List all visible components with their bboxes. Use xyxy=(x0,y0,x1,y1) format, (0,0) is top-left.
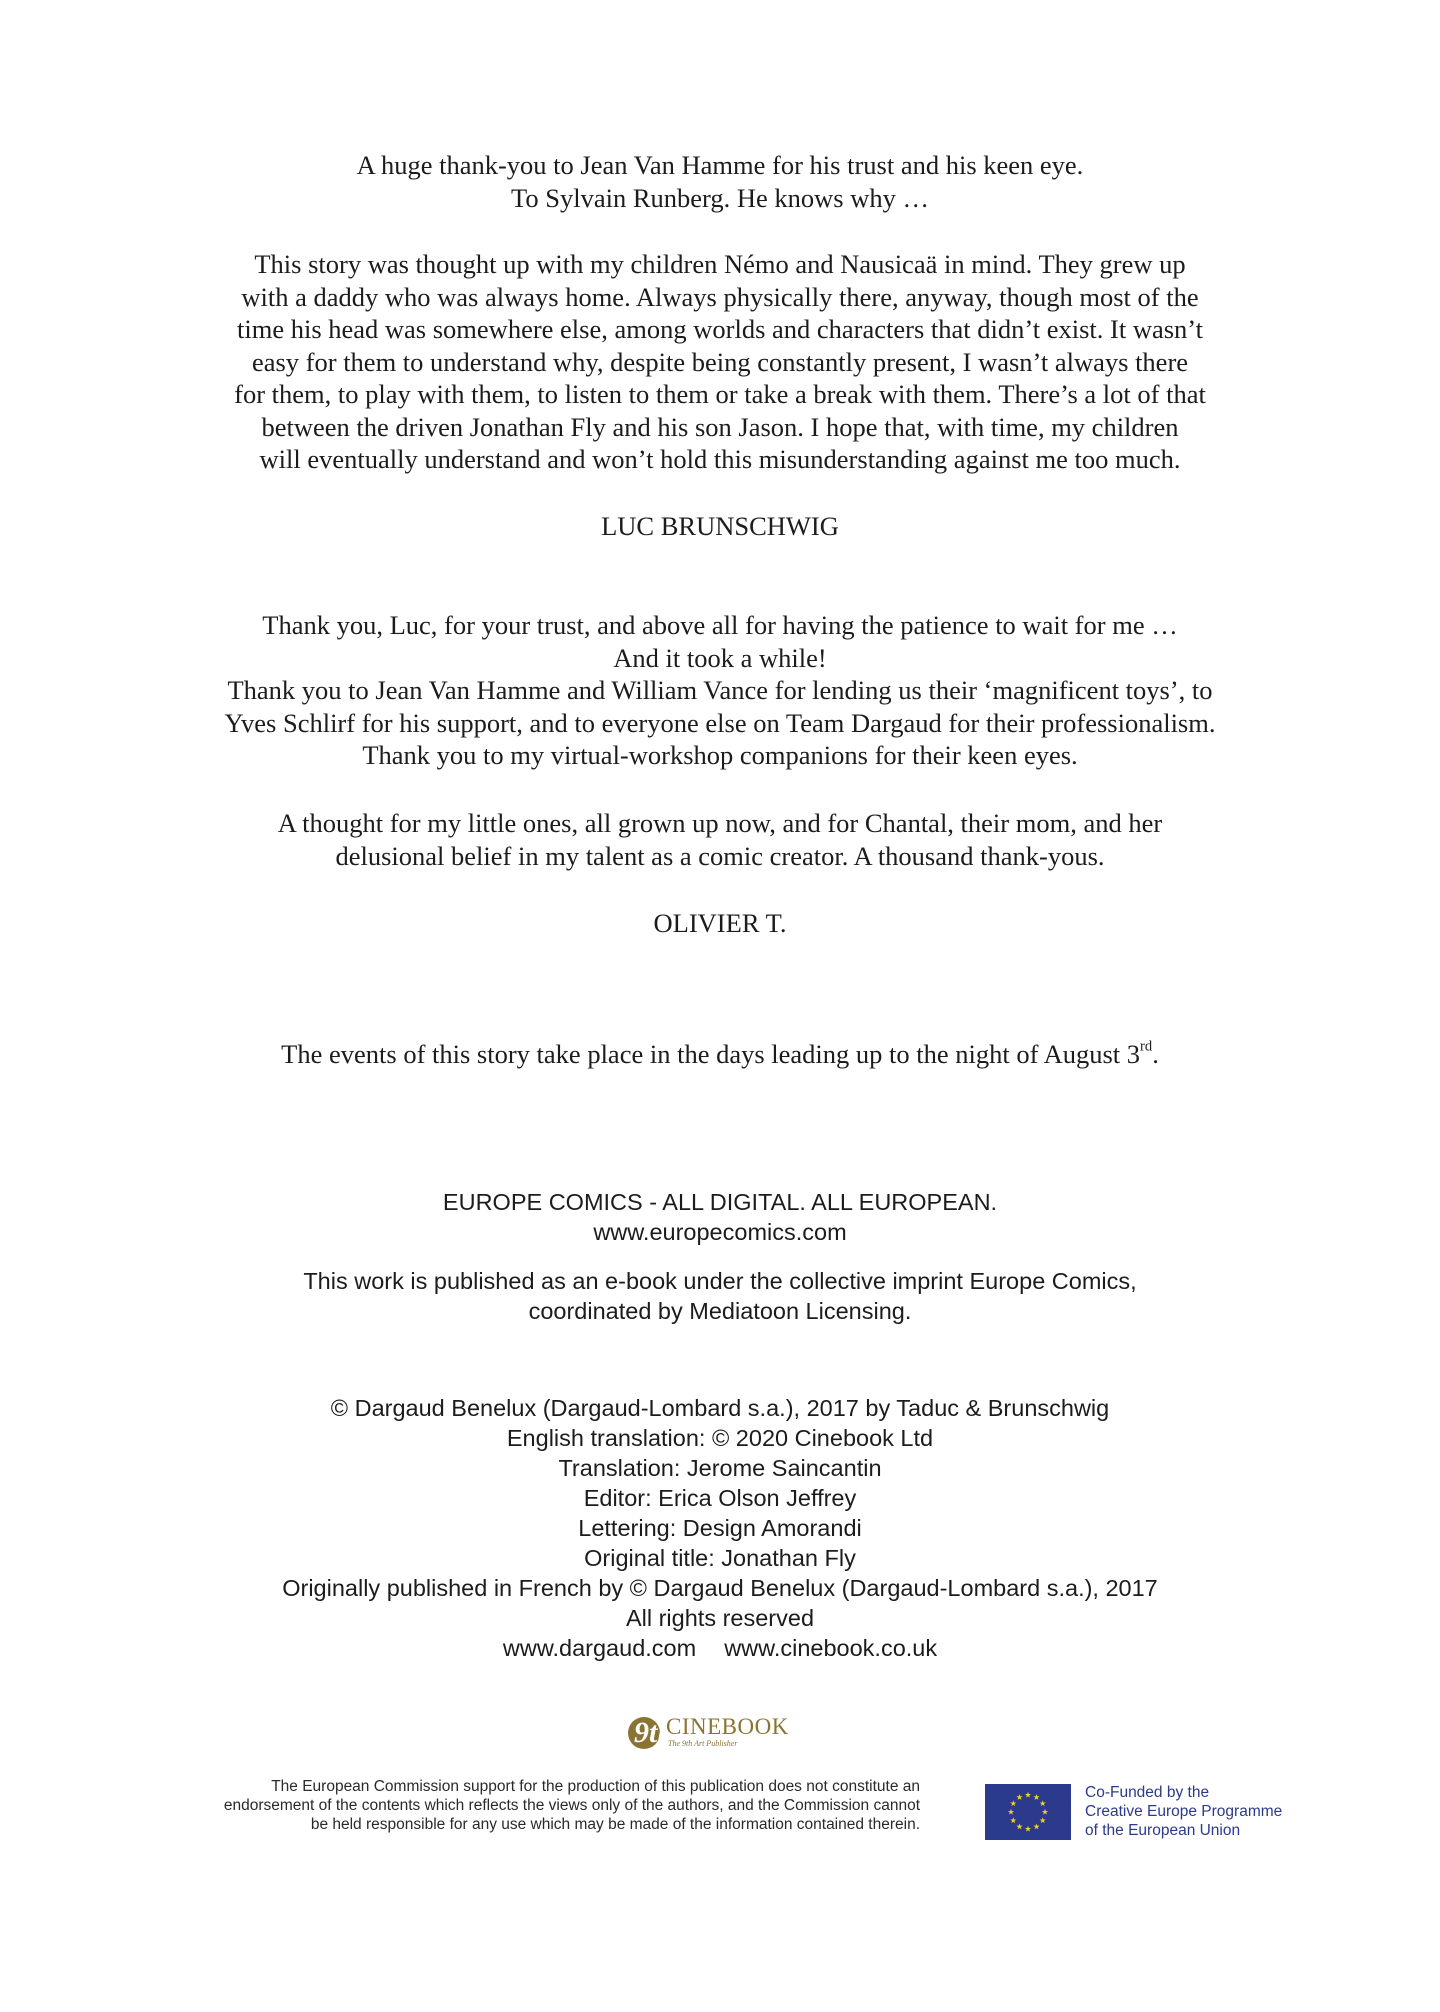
cofund-line: Creative Europe Programme xyxy=(1085,1803,1283,1820)
websites-line xyxy=(0,1633,1440,1663)
credit-line: Original title: Jonathan Fly xyxy=(584,1545,856,1571)
text-line: A thought for my little ones, all grown up now, and for Chantal, their mom, and her xyxy=(277,808,1163,838)
cofund-line: of the European Union xyxy=(1085,1822,1241,1839)
dargaud-link[interactable]: www.dargaud.com xyxy=(502,1635,697,1661)
signature-olivier-t: OLIVIER T. xyxy=(653,908,787,938)
ack-brunschwig-paragraph xyxy=(0,248,1440,476)
disclaimer-line: endorsement of the contents which reflects the views only of the authors, and the Commission cannot xyxy=(223,1797,920,1814)
europe-comics-header xyxy=(0,1187,1440,1247)
text-line: for them, to play with them, to listen to them or take a break with them. There’s a lot of that xyxy=(234,379,1206,409)
credit-line: Lettering: Design Amorandi xyxy=(578,1515,862,1541)
text-line: This work is published as an e-book under the collective imprint Europe Comics, xyxy=(303,1268,1137,1294)
text-line: To Sylvain Runberg. He knows why … xyxy=(511,182,929,213)
disclaimer-line: The European Commission support for the production of this publication does not constitute an xyxy=(271,1778,920,1795)
credit-line: English translation: © 2020 Cinebook Ltd xyxy=(506,1425,934,1451)
cinebook-link[interactable]: www.cinebook.co.uk xyxy=(724,1635,938,1661)
text-line: Thank you to my virtual-workshop companions for their keen eyes. xyxy=(362,740,1078,770)
europe-comics-publication xyxy=(0,1266,1440,1326)
credit-line: Translation: Jerome Saincantin xyxy=(558,1455,882,1481)
text-line: easy for them to understand why, despite being constantly present, I wasn’t always there xyxy=(251,346,1189,377)
europe-comics-tagline: EUROPE COMICS - ALL DIGITAL. ALL EUROPEAN. xyxy=(442,1189,998,1215)
text-line: coordinated by Mediatoon Licensing. xyxy=(528,1298,912,1324)
text-line: with a daddy who was always home. Always physically there, anyway, though most of the xyxy=(241,281,1199,312)
credit-line: Editor: Erica Olson Jeffrey xyxy=(583,1485,857,1511)
text-line: time his head was somewhere else, among worlds and characters that didn’t exist. It wasn’t xyxy=(236,314,1203,344)
ack-olivier-paragraph xyxy=(0,807,1440,872)
text-line: Yves Schlirf for his support, and to everyone else on Team Dargaud for their professionalism. xyxy=(224,707,1216,738)
credit-line: All rights reserved xyxy=(625,1605,815,1631)
events-superscript: rd xyxy=(1140,1038,1153,1055)
logo-tagline: The 9th Art Publisher xyxy=(668,1739,738,1748)
cinebook-logo xyxy=(622,1708,822,1756)
text-line: will eventually understand and won’t hold this misunderstanding against me too much. xyxy=(259,444,1181,474)
text-line: Thank you to Jean Van Hamme and William Vance for lending us their ‘magnificent toys’, to xyxy=(227,675,1213,705)
credits-block xyxy=(0,1393,1440,1663)
text-line: between the driven Jonathan Fly and his son Jason. I hope that, with time, my children xyxy=(261,411,1179,442)
events-period: . xyxy=(1152,1039,1159,1069)
text-line: This story was thought up with my children Némo and Nausicaä in mind. They grew up xyxy=(254,249,1186,279)
ack-olivier-thanks xyxy=(0,609,1440,772)
credit-line: Originally published in French by © Dargaud Benelux (Dargaud-Lombard s.a.), 2017 xyxy=(282,1575,1158,1601)
logo-emblem-number: 9th xyxy=(634,1716,675,1749)
text-line: Thank you, Luc, for your trust, and above all for having the patience to wait for me … xyxy=(262,610,1178,640)
cofund-line: Co-Funded by the xyxy=(1085,1784,1210,1801)
text-line: delusional belief in my talent as a comic creator. A thousand thank-yous. xyxy=(335,840,1105,871)
ack-brunschwig-intro xyxy=(0,149,1440,214)
text-line: A huge thank-you to Jean Van Hamme for his trust and his keen eye. xyxy=(356,150,1084,180)
logo-name: CINEBOOK xyxy=(666,1714,789,1739)
disclaimer-line: be held responsible for any use which may be made of the information contained therein. xyxy=(310,1816,920,1833)
europe-comics-website[interactable]: www.europecomics.com xyxy=(593,1219,847,1245)
eu-flag-icon xyxy=(985,1784,1071,1840)
events-statement xyxy=(0,1038,1440,1071)
events-text: The events of this story take place in the days leading up to the night of August 3 xyxy=(281,1039,1141,1069)
ec-disclaimer xyxy=(100,1777,920,1834)
credit-line: © Dargaud Benelux (Dargaud-Lombard s.a.), 2017 by Taduc & Brunschwig xyxy=(330,1395,1110,1421)
signature-luc-brunschwig: LUC BRUNSCHWIG xyxy=(601,511,839,541)
cofund-statement xyxy=(1085,1783,1282,1840)
text-line: And it took a while! xyxy=(613,642,827,673)
